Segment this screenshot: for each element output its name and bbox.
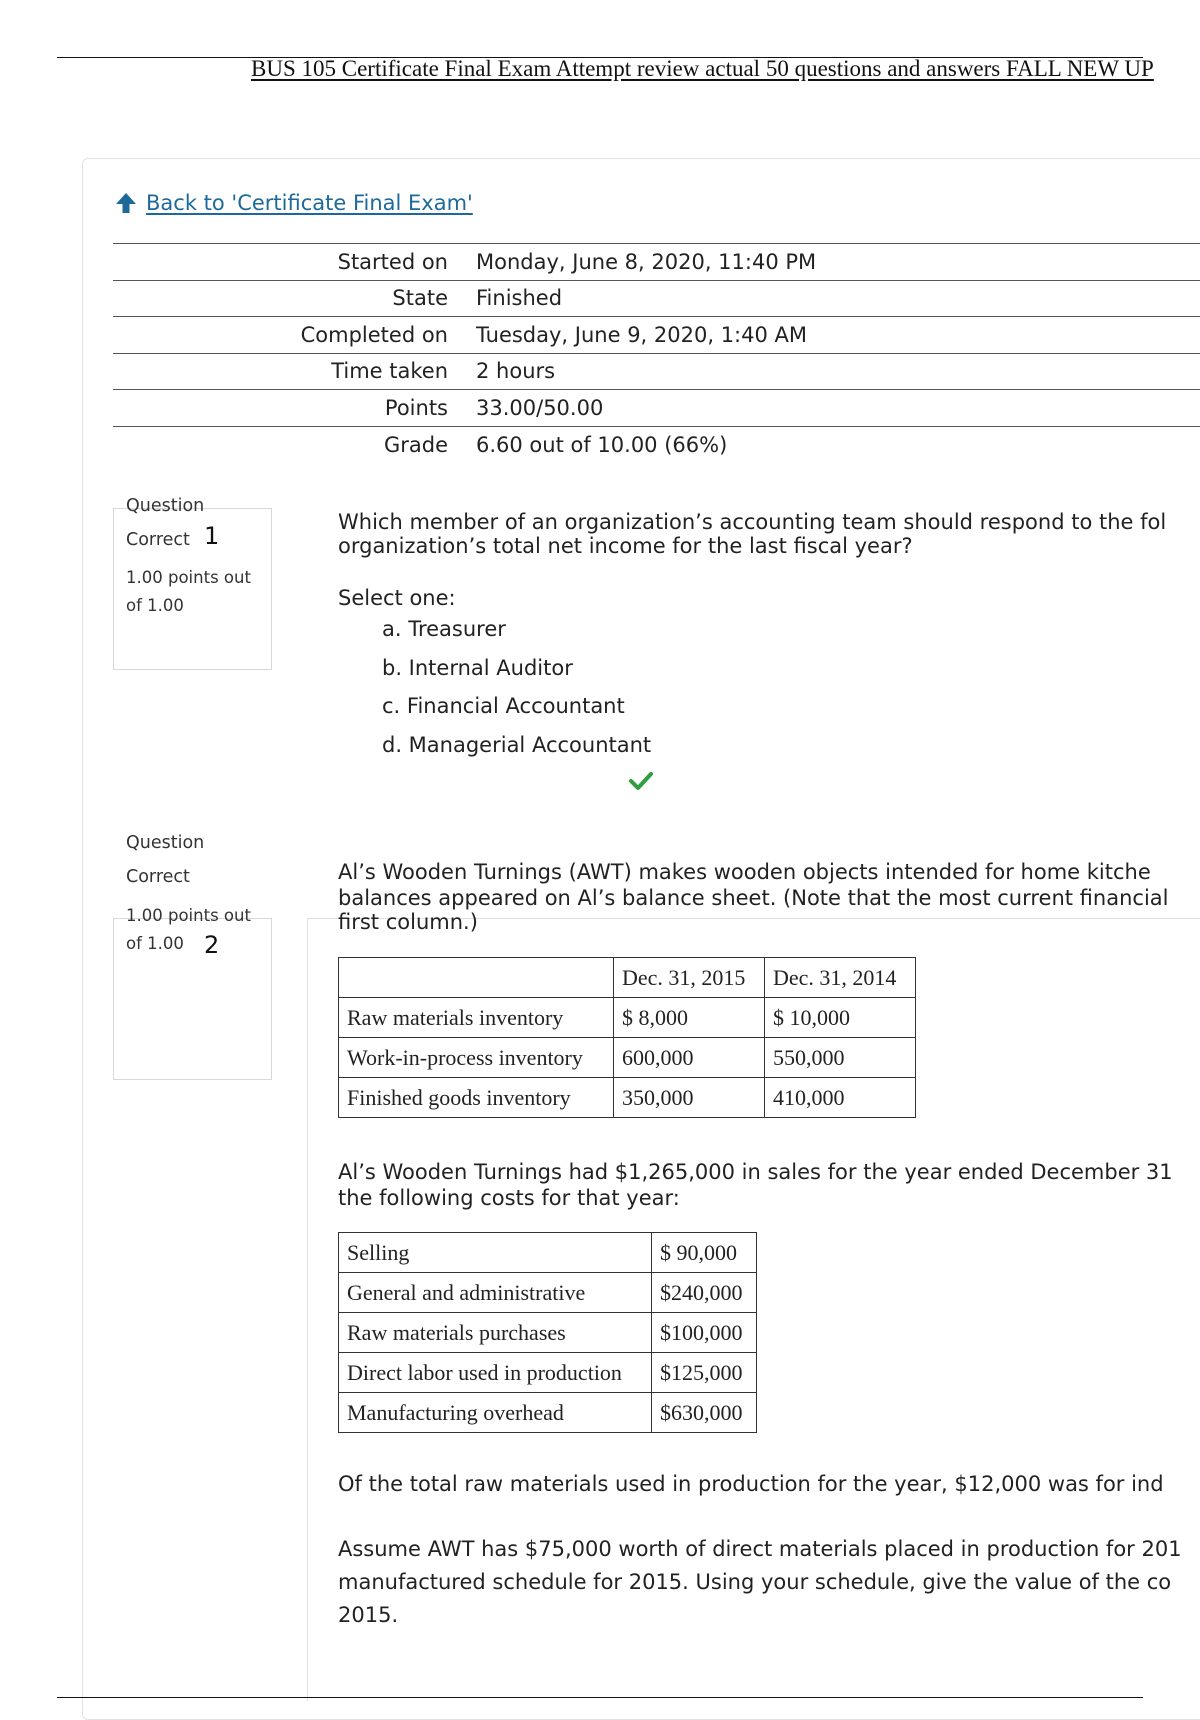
select-one-label: Select one: <box>338 586 456 610</box>
table-cell: 350,000 <box>614 1078 765 1118</box>
summary-label: Started on <box>113 244 468 281</box>
attempt-summary-table <box>113 243 1200 463</box>
answer-option-c[interactable]: c. Financial Accountant <box>382 694 625 718</box>
table-row <box>339 1313 757 1353</box>
back-link-label: Back to 'Certificate Final Exam' <box>146 191 473 215</box>
question-2-points: 1.00 points out of 1.00 <box>126 906 251 953</box>
table-cell: $ 8,000 <box>614 998 765 1038</box>
question-1-number: 1 <box>204 522 220 550</box>
table-cell: Raw materials purchases <box>339 1313 652 1353</box>
table-row <box>339 998 916 1038</box>
table-header: Dec. 31, 2014 <box>765 958 916 998</box>
table-cell: $ 90,000 <box>652 1233 757 1273</box>
assume-text-line: 2015. <box>338 1603 399 1627</box>
summary-row <box>113 244 1200 281</box>
summary-row <box>113 390 1200 427</box>
summary-row <box>113 280 1200 317</box>
answer-option-b[interactable]: b. Internal Auditor <box>382 655 573 680</box>
table-row <box>339 958 916 998</box>
question-1-points: 1.00 points out of 1.00 <box>126 568 251 615</box>
question-1-stem-line: Which member of an organization’s accounting team should respond to the fol <box>338 510 1167 534</box>
arrow-up-icon <box>113 190 139 216</box>
summary-label: Time taken <box>113 353 468 390</box>
table-cell: $100,000 <box>652 1313 757 1353</box>
table-row <box>339 1273 757 1313</box>
answer-option-d[interactable]: d. Managerial Accountant <box>382 732 652 757</box>
summary-row <box>113 426 1200 463</box>
summary-value: Tuesday, June 9, 2020, 1:40 AM <box>468 317 1200 354</box>
table-cell: Direct labor used in production <box>339 1353 652 1393</box>
question-1-status: Correct <box>126 530 190 550</box>
table-row <box>339 1038 916 1078</box>
question-2-stem-line: balances appeared on Al’s balance sheet. (Note that the most current financial <box>338 886 1169 910</box>
question-2-number: 2 <box>204 931 220 959</box>
table-cell <box>339 958 614 998</box>
summary-value: 6.60 out of 10.00 (66%) <box>468 426 1200 463</box>
document-title: BUS 105 Certificate Final Exam Attempt review actual 50 questions and answers FALL NEW UP <box>251 56 1154 81</box>
table-cell: 600,000 <box>614 1038 765 1078</box>
table-header: Dec. 31, 2015 <box>614 958 765 998</box>
back-to-exam-link[interactable] <box>113 190 473 216</box>
table-cell: Selling <box>339 1233 652 1273</box>
summary-row <box>113 353 1200 390</box>
summary-row <box>113 317 1200 354</box>
answer-options <box>382 612 651 766</box>
table-row <box>339 1393 757 1433</box>
checkmark-icon <box>628 770 654 792</box>
summary-value: 33.00/50.00 <box>468 390 1200 427</box>
table-cell: $ 10,000 <box>765 998 916 1038</box>
table-cell: 410,000 <box>765 1078 916 1118</box>
table-cell: 550,000 <box>765 1038 916 1078</box>
table-cell: $125,000 <box>652 1353 757 1393</box>
cost-table <box>338 1232 757 1433</box>
answer-option-a[interactable]: a. Treasurer <box>382 617 506 641</box>
summary-label: Grade <box>113 426 468 463</box>
table-cell: Manufacturing overhead <box>339 1393 652 1433</box>
inventory-table <box>338 957 916 1118</box>
summary-label: Points <box>113 390 468 427</box>
table-cell: General and administrative <box>339 1273 652 1313</box>
table-row <box>339 1078 916 1118</box>
sales-text-line: Al’s Wooden Turnings had $1,265,000 in sales for the year ended December 31 <box>338 1160 1173 1184</box>
table-cell: $630,000 <box>652 1393 757 1433</box>
summary-value: 2 hours <box>468 353 1200 390</box>
assume-text-line: Assume AWT has $75,000 worth of direct materials placed in production for 201 <box>338 1537 1182 1561</box>
summary-value: Finished <box>468 280 1200 317</box>
table-row <box>339 1353 757 1393</box>
table-row <box>339 1233 757 1273</box>
table-cell: Raw materials inventory <box>339 998 614 1038</box>
summary-label: State <box>113 280 468 317</box>
assume-text-line: manufactured schedule for 2015. Using your schedule, give the value of the co <box>338 1570 1172 1594</box>
page-bottom-rule <box>57 1697 1143 1698</box>
question-2-stem-line: first column.) <box>338 910 478 934</box>
table-cell: Work-in-process inventory <box>339 1038 614 1078</box>
table-cell: $240,000 <box>652 1273 757 1313</box>
question-2-heading: Question <box>126 833 205 853</box>
question-1-heading: Question <box>126 496 205 516</box>
table-cell: Finished goods inventory <box>339 1078 614 1118</box>
summary-label: Completed on <box>113 317 468 354</box>
question-2-stem-line: Al’s Wooden Turnings (AWT) makes wooden objects intended for home kitche <box>338 860 1151 884</box>
question-2-status: Correct <box>126 867 190 887</box>
summary-value: Monday, June 8, 2020, 11:40 PM <box>468 244 1200 281</box>
sales-text-line: the following costs for that year: <box>338 1186 680 1210</box>
note-text-line: Of the total raw materials used in production for the year, $12,000 was for ind <box>338 1472 1164 1496</box>
question-1-stem-line: organization’s total net income for the last fiscal year? <box>338 534 913 558</box>
